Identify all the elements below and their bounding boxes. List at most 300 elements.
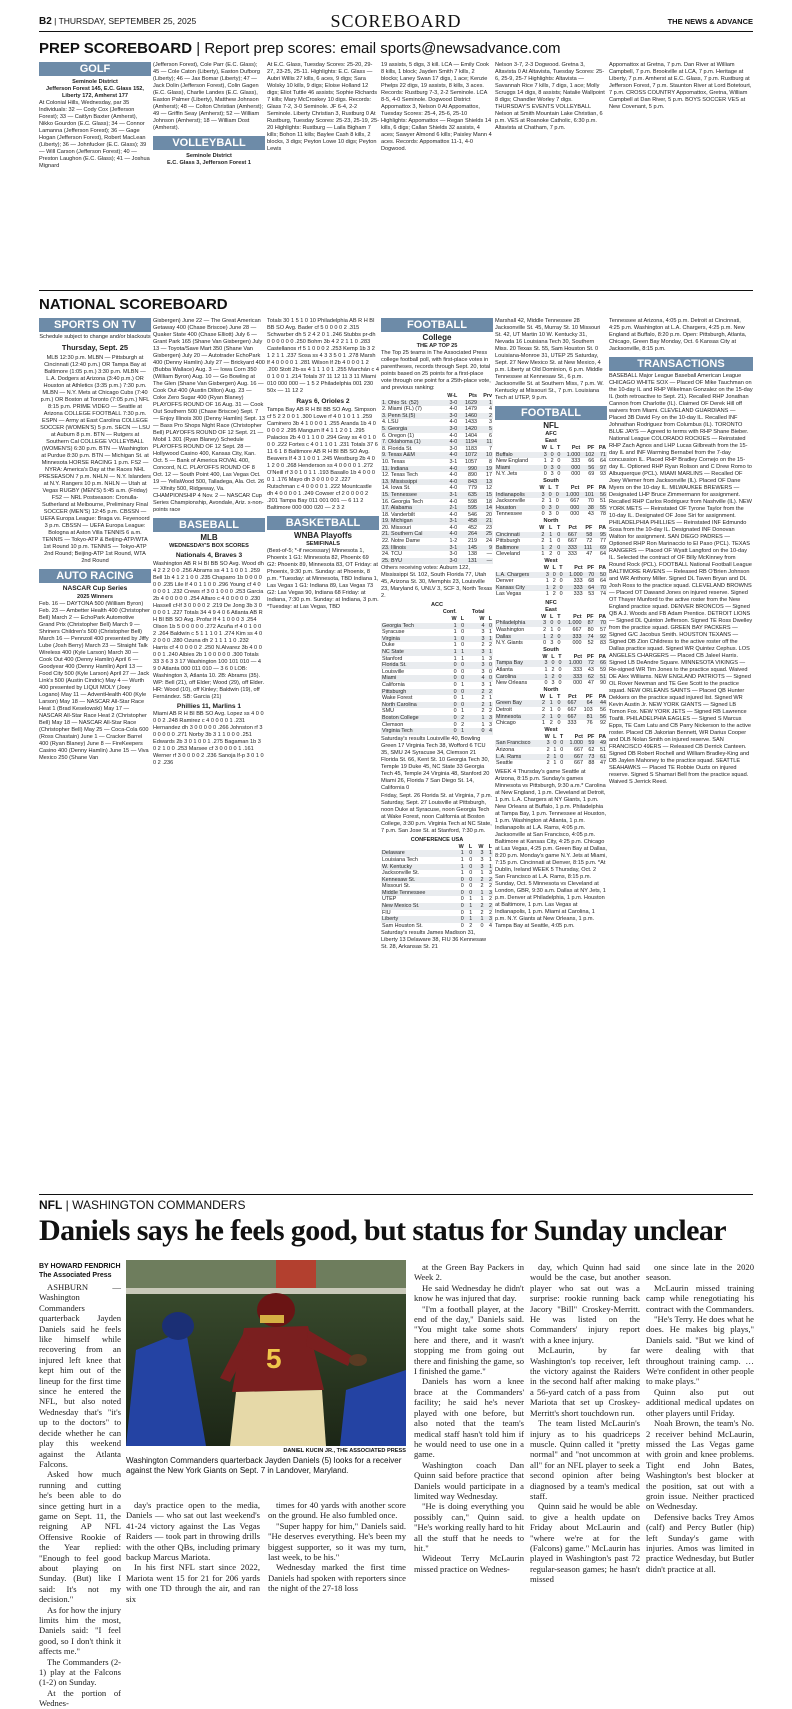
afc-standings (495, 438, 607, 598)
table-cell: 2 (542, 707, 545, 713)
table-row (495, 640, 607, 647)
cusa-results: Saturday's results James Madison 31, Liberty 13 Delaware 38, FIU 36 Kennesaw St. 28, Arkansas St. 21 (381, 930, 487, 951)
box3-title: Rays 6, Orioles 2 (296, 398, 350, 405)
table-cell: 0 (543, 640, 547, 647)
table-cell: 0 (550, 620, 554, 627)
table-cell: 3-0 (449, 412, 458, 419)
table-cell: 0 (453, 695, 457, 702)
table-cell: 0 (555, 504, 559, 511)
table-cell: New Orleans (496, 680, 528, 687)
table-cell: 3 (544, 660, 548, 667)
table-cell: 62 (588, 746, 595, 753)
table-cell: 1 (541, 544, 545, 551)
table-cell: 1 (460, 863, 464, 870)
table-cell: 0 (560, 740, 564, 747)
table-cell: 667 (573, 753, 583, 760)
table-cell: 10 (486, 452, 492, 459)
acc-title: ACC (430, 602, 444, 609)
table-row (381, 916, 493, 923)
story-paragraph: "He is doing everything you possibly can," Quinn said. "He's working really hard to hit all the stuff that he needs to hit." (414, 1501, 524, 1553)
table-cell: Jacksonville St. (382, 870, 420, 877)
table-row (381, 472, 493, 479)
story-paragraph: Defensive backs Trey Amos (calf) and Percy Butler (hip) left Sunday's game with injuries. Amos was limited in practice Wednesday, but Butler didn't practice at all. (646, 1511, 754, 1574)
table-cell: 3 (541, 491, 545, 498)
table-cell: 56 (600, 713, 606, 720)
table-row (381, 492, 493, 499)
table-cell: 1 (481, 721, 485, 728)
table-row (495, 707, 607, 714)
table-cell: Houston (496, 504, 517, 511)
table-cell: 595 (467, 505, 477, 512)
table-cell: 2 (481, 695, 485, 702)
division-title: South (543, 477, 559, 484)
table-cell: 87 (587, 620, 594, 627)
table-cell: 72 (587, 660, 594, 667)
table-cell: 57 (600, 627, 606, 634)
table-cell: 0 (461, 701, 465, 708)
nfl-column (495, 318, 607, 1188)
table-cell: 1 (548, 498, 552, 505)
table-cell: Indianapolis (496, 491, 525, 498)
table-cell: 000 (572, 640, 582, 647)
table-cell: 1 (545, 584, 549, 591)
table-cell: 2 (550, 633, 554, 640)
table-cell: 3-1 (449, 491, 458, 498)
table-cell: 0 (541, 504, 545, 511)
baseball-bar: BASEBALL (153, 518, 265, 532)
division-table (495, 525, 607, 558)
table-cell: 1.000 (565, 491, 580, 498)
table-cell: 2 (480, 883, 484, 890)
table-cell: 70 (600, 584, 606, 591)
table-row (381, 538, 493, 545)
table-header (495, 445, 539, 452)
table-header: PA (598, 484, 606, 491)
table-cell: 7 (489, 445, 492, 452)
table-cell: Middle Tennessee (382, 889, 426, 896)
table-row (495, 740, 607, 747)
story-column-1 (39, 1282, 121, 1709)
box1-text: Washington AB R H BI BB SO Avg. Wood dh 4 2 2 2 0 0 .256 Abrams ss 4 1 1 0 0 1 .259 Bell 1b 4 1 2 1 0 0 .235 Chaparro 1b 0 0 0 0 0 0 .235 Lile lf 4 0 1 1 0 0 .296 Young cf 4 0 0 0 0 1 .232 Crews rf 3 0 1 0 0 0 .253 Garcia 2b 4 0 0 0 0 0 .254 Alfaro c 4 0 0 0 0 0 .230 Hassell cf-lf 3 0 0 0 0 2 .219 De Jong 3b 3 0 0 0 0 1 .227 Totals 34 4 9 4 0 6 Atlanta AB R H BI BB SO Avg. Profar lf 4 1 0 0 0 3 .254 Olson 1b 5 0 0 0 0 0 .272 Acuña rf 4 0 1 0 0 2 .264 Baldwin c 5 1 1 1 0 1 .274 Kim ss 4 0 2 0 0 0 .280 Ozuna dh 2 1 1 1 1 0 .232 Harris cf 4 0 0 0 0 2 .250 N.Alvarez 3b 4 0 0 0 0 1 .240 Albies 2b 1 0 0 0 0 0 .300 Totals 33 3 6 3 3 17 Washington 100 101 010 — 4 9 0 Atlanta 000 011 010 — 3 6 0 LOB: Washington 3, Atlanta 10. 2B: Abrams (35). WP: Bell (21), off Elder; Wood (29), off Elder. HR: Wood (10), off Kinley; Baldwin (19), off Fernández. SB: Garcia (21) (153, 560, 264, 700)
table-cell: 2 (541, 538, 545, 545)
story-paragraph: at the Green Bay Packers in Week 2. (414, 1262, 524, 1283)
table-cell: 2 (480, 909, 484, 916)
national-title: NATIONAL SCOREBOARD (39, 296, 228, 313)
table-cell: 88 (588, 760, 595, 767)
table-cell: 7. Oklahoma (1) (382, 439, 421, 446)
table-cell: 0 (558, 667, 562, 674)
table-cell: 0 (481, 728, 485, 735)
table-cell: 2 (489, 642, 492, 649)
table-cell: 64 (588, 584, 595, 591)
table-cell: 1194 (465, 439, 477, 446)
table-cell: Boston College (382, 714, 419, 721)
table-cell: 0 (453, 714, 457, 721)
table-cell: 12 (486, 485, 492, 492)
table-header: W (542, 653, 548, 660)
table-cell: 2-1 (449, 505, 458, 512)
table-header: PF (586, 484, 594, 491)
story-paragraph: one since late in the 2020 season. (646, 1262, 754, 1283)
story-paragraph: Washington coach Dan Quinn said before practice that Daniels would participate in a limited way Wednesday. (414, 1459, 524, 1501)
table-row (495, 747, 607, 754)
table-cell: Liberty (382, 916, 399, 923)
table-cell: 1 (549, 700, 553, 707)
table-cell: 2 (546, 753, 550, 760)
table-row (495, 714, 607, 721)
table-row (381, 558, 493, 565)
ap-intro: The Top 25 teams in The Associated Press college football poll, with first-place votes in parentheses, records through Sept. 20, total points based on 25 points for a first-place vote through one point for a 25th-place vote, and previous ranking: (381, 350, 491, 391)
table-cell: 990 (467, 465, 477, 472)
table-cell: 1 (453, 649, 457, 655)
table-cell: 2 (551, 673, 555, 680)
table-cell: Chicago (496, 720, 516, 727)
table-cell: 47 (587, 680, 594, 687)
table-cell: Kansas City (496, 584, 525, 591)
table-cell: 1 (543, 633, 547, 640)
table-cell: 843 (467, 478, 477, 485)
table-cell: Stanford (382, 655, 403, 662)
table-cell: 1183 (465, 445, 477, 452)
table-row (381, 883, 493, 890)
table-cell: 2 (489, 909, 492, 916)
story-paragraph: Daniels has worn a knee brace at the Commanders' facility; he said he's never played with one before, but also noted that the team's medical staff hasn't told him if he would need to use one in a game. (414, 1376, 524, 1460)
table-cell: 667 (572, 627, 582, 634)
table-cell: 145 (467, 544, 477, 551)
table-cell: 3-1 (449, 518, 458, 525)
table-header: L (553, 733, 557, 740)
table-cell: 3-0 (449, 551, 458, 558)
table-cell: 81 (586, 713, 593, 720)
table-cell: 3 (550, 464, 554, 471)
table-cell: 333 (567, 720, 577, 727)
table-row (495, 700, 607, 707)
table-cell: 1 (550, 627, 554, 634)
table-cell: 0 (553, 740, 557, 747)
table-row (381, 642, 493, 649)
table-cell: 1 (545, 591, 549, 598)
table-row (381, 485, 493, 492)
table-cell: 3 (489, 714, 492, 721)
table-cell: Denver (496, 578, 514, 585)
division-title: East (545, 606, 557, 613)
table-cell: 1 (489, 681, 492, 688)
table-cell: 17 (486, 472, 492, 479)
table-header: W (541, 445, 547, 451)
auto-racing-bar: AUTO RACING (39, 569, 151, 583)
table-cell: 1479 (464, 406, 477, 413)
wnba-text: (Best-of-5; *-if necessary) Minnesota 1, Phoenix 1 G1: Minnesota 82, Phoenix 69 G2: Phoenix 89, Minnesota 83, OT Friday: at Phoenix, 9:30 p.m. Sunday: at Phoenix, 8 p.m. *Tuesday: at Minnesota, TBD Indiana 1, Las Vegas 1 G1: Indiana 89, Las Vegas 73 G2: Las Vegas 90, Indiana 68 Friday: at Indiana, 7:30 p.m. Sunday: at Indiana, 3 p.m. *Tuesday: at Las Vegas, TBD (267, 547, 379, 610)
table-cell: 0 (460, 922, 464, 929)
table-cell: 1.000 (566, 451, 581, 458)
prep-text-4: 19 assists, 5 digs, 3 kill. LCA — Emily Cook 8 kills, 1 block; Jayden Smith 7 kills, 2 blocks; Laney Swan 17 digs, 1 ace; Kenzie Phelps 22 digs, 19 assists, 8 kills, 3 aces. Records: Rustburg 7-3, 2-2 Seminole. LCA 8-5, 4-0 Seminole. Dogwood District Appomattox 3, Nelson 0 At Appomattox, Tuesday Scores: 25-4, 25-6, 25-10 Highlights: Appomattox — Regan Shields 14 kills, 6 digs; Callan Shields 32 assists, 4 aces; Sawyer Almond 6 kills; Paisley Mann 4 aces. Records: Appomattox 11-1, 4-0 Dogwood. (381, 62, 492, 152)
nfc-standings (495, 607, 607, 767)
table-cell: 56 (588, 464, 595, 471)
box2-text: Miami AB R H BI BB SO Avg. Lopez ss 4 0 0 0 0 2 .248 Ramirez c 4 0 0 0 0 1 .231 Hernandez dh 3 0 0 0 0 0 .266 Johnston rf 3 0 0 0 0 0 .271 Norby 3b 3 1 1 0 0 0 .251 Edwards 2b 3 0 1 0 0 1 .275 Bagaman 1b 3 0 2 1 0 0 .253 Marsee cf 3 0 0 0 0 1 .161 Werner rf 3 0 0 0 0 2 .236 Sanoja lf-p 3 0 1 0 0 2 .236 (153, 711, 264, 766)
table-cell: 1 (461, 655, 465, 662)
table-header: L (549, 524, 553, 531)
table-cell: 4 (489, 406, 492, 413)
table-cell: 80 (587, 627, 594, 634)
table-cell: 21. Southern Cal (382, 531, 423, 538)
table-cell: 103 (583, 707, 593, 713)
table-cell: 17. Alabama (382, 505, 412, 512)
prep-subtitle: | Report prep scores: email sports@newsadvance.com (196, 40, 561, 57)
table-cell: 3 (481, 635, 485, 642)
story-paragraph: At the portion of Wednes- (39, 1687, 121, 1709)
auto-sub: 2025 Winners (76, 593, 113, 600)
table-row (381, 479, 493, 486)
table-cell: Minnesota (496, 713, 521, 720)
table-cell: Duke (382, 642, 395, 649)
table-header: T (557, 693, 561, 700)
box2-text-cont: Totals 30 1 5 1 0 10 Philadelphia AB R H BI BB SO Avg. Bader cf 5 0 0 0 0 2 .315 Schwarber dh 5 2 4 2 0 1 .246 Stubbs pr-dh 0 0 0 0 0 0 .250 Bohm 3b 4 2 2 1 1 0 .283 Castellanos rf 5 1 0 0 0 2 .253 Kemp 1b 3 2 1 2 1 1 .237 Sosa ss 4 3 3 5 0 1 .278 Marsh lf 4 0 0 0 0 1 .281 Wilson lf 2b 4 0 0 0 1 2 .200 Stott 2b-ss 4 1 1 1 0 1 .255 Marchán c 4 0 1 0 0 1 .214 Totals 37 11 12 11 3 11 Miami 010 000 000 — 1 5 2 Philadelphia 001 230 50x — 11 12 2 (267, 318, 379, 394)
table-cell: 0 (557, 707, 561, 713)
table-cell: 3 (481, 662, 485, 669)
table-row (381, 702, 493, 709)
table-cell: 2 (489, 688, 492, 695)
photo-credit: DANIEL KUCIN JR., THE ASSOCIATED PRESS (283, 1448, 406, 1454)
table-cell: Seattle (496, 760, 513, 767)
table-cell: Wake Forest (382, 695, 413, 702)
table-cell: 58 (586, 531, 593, 538)
table-header (495, 485, 536, 492)
table-cell: New Mexico St. (382, 903, 420, 910)
table-header: PA (598, 733, 606, 740)
table-header: PA (598, 653, 606, 660)
table-cell: 333 (567, 551, 577, 558)
table-cell: 0 (548, 491, 552, 498)
table-cell: 1 (489, 863, 492, 870)
table-cell: 0 (460, 909, 464, 916)
mlb-sub: WEDNESDAY'S BOX SCORES (169, 543, 249, 549)
division-table (495, 614, 607, 647)
division-title: West (544, 726, 558, 733)
table-cell: 667 (567, 707, 577, 713)
table-cell: 52 (587, 640, 594, 647)
table-cell: 64 (600, 458, 606, 465)
table-header: Pct (573, 653, 583, 660)
table-cell: Jacksonville (496, 498, 526, 505)
table-cell: 6. Oregon (1) (382, 432, 415, 439)
table-cell: 1 (489, 649, 492, 655)
table-header: PA (598, 693, 606, 700)
acc-table: Conf. Total W L W L Georgia Tech 1 0 4 0 Syracuse 1 0 3 1 Virginia 1 0 3 1 Duke 1 0 2 2 NC State 1 1 3 1 Stanford 1 1 1 3 Florida St. 0 0 3 0 Louisville 0 0 3 0 Miami 0 0 4 0 California 0 1 3 1 Pittsburgh 0 0 2 2 Wake Forest 0 1 2 1 North Carolina 0 0 2 1 SMU 0 1 2 2 Boston College 0 2 1 3 Clemson 0 2 1 3 Virginia Tech 0 1 0 4 (382, 609, 492, 735)
table-row (381, 466, 493, 473)
wnba-sub: SEMIFINALS (306, 540, 340, 547)
table-cell: 2 (542, 713, 545, 720)
table-cell: 24. TCU (382, 551, 402, 558)
basketball-bar: BASKETBALL (267, 516, 379, 530)
tv-date: Thursday, Sept. 25 (61, 343, 129, 352)
table-cell: FIU (382, 909, 391, 916)
table-cell: 83 (600, 640, 606, 647)
table-cell: 43 (587, 667, 594, 674)
table-cell: 3 (548, 511, 552, 518)
table-cell: California (382, 681, 405, 688)
table-cell: 1 (549, 531, 553, 538)
table-cell: 1 (480, 916, 484, 923)
table-cell: 131 (467, 557, 477, 564)
tv-listings: MLB 12:30 p.m. MLBN — Pittsburgh at Cincinnati (12:40 p.m.) OR Tampa Bay at Baltimore (1:05 p.m.) 3:30 p.m. MLBN — L.A. Dodgers at Arizona (3:40 p.m.) OR Houston at Athletics (3:35 p.m.) 7:30 p.m. MLBN — N.Y. Mets at Chicago Cubs (7:40 p.m.) OR Boston at Toronto (7:05 p.m.) NFL 8:15 p.m. PRIME VIDEO — Seattle at Arizona COLLEGE FOOTBALL 7:30 p.m. ESPN — Army at East Carolina COLLEGE SOCCER (WOMEN'S) 5 p.m. SECN — LSU at Auburn 8 p.m. BTN — Rutgers at Southern Cal COLLEGE VOLLEYBALL (WOMEN'S) 6:30 p.m. BTN — Washington at Purdue 8:30 p.m. BTN — Michigan St. at Minnesota HORSE RACING 1 p.m. FS2 — NYRA: America's Day at the Races NHL PRESEASON 7 p.m. NHLN — N.Y. Islanders at N.Y. Rangers 10 p.m. NHLN — Utah at Vegas RUGBY (MEN'S) 5:45 a.m. (Friday) FS2 — NRL Postseason: Cronulla-Sutherland at Melbourne, Preliminary Final SOCCER (MEN'S) 12:45 p.m. CBSSN — UEFA Europa League: Braga vs. Feyenoord 3 p.m. CBSSN — UEFA Europa League: Bologna at Aston Villa TENNIS 6 a.m. TENNIS — Tokyo-ATP & Beijing-ATP/WTA 1st Round 10 p.m. TENNIS — Tokyo-ATP 2nd Round; Beijing-ATP 1st Round, WTA 2nd Round (39, 355, 151, 564)
table-cell: 667 (567, 700, 577, 707)
table-row (381, 551, 493, 558)
table-cell: 69 (588, 471, 595, 478)
table-cell: 66 (588, 458, 595, 465)
table-row (495, 538, 607, 545)
table-cell: 1 (549, 538, 553, 545)
table-cell: 0 (453, 728, 457, 735)
table-row (495, 754, 607, 761)
table-cell: 1 (481, 714, 485, 721)
table-cell: 8. Florida St. (382, 445, 413, 452)
story-paragraph: McLaurin missed training camp while renegotiating his contract with the Commanders. (646, 1282, 754, 1314)
table-cell: 0 (557, 620, 561, 627)
table-header: PF (587, 445, 595, 451)
table-cell: 59 (600, 667, 606, 674)
table-row (495, 471, 607, 478)
table-cell: 0 (544, 680, 548, 687)
table-cell: 19 (486, 465, 492, 472)
prep-column-5 (495, 62, 607, 284)
table-cell: 1 (461, 708, 465, 715)
table-row (495, 505, 607, 512)
table-cell: 0 (469, 883, 473, 890)
table-cell: 1 (549, 707, 553, 713)
box2-title: Phillies 11, Marlins 1 (176, 702, 242, 710)
ap-poll-table: W-L Pts Prv 1. Ohio St. (52) 3-0 1629 1 2. Miami (FL) (7) 4-0 1479 4 3. Penn St.(5) 3-0 1460 2 4. LSU 4-0 1433 3 5. Georgia 3-0 1420 5 6. Oregon (1) 4-0 1404 6 7. Oklahoma (1) 4-0 1194 11 8. Florida St. 3-0 1183 7 9. Texas A&M 4-0 1072 10 10. Texas 3-1 1057 8 11. Indiana 4-0 990 19 12. Texas Tech 4-0 890 17 13. Mississippi 4-0 843 13 14. Iowa St. 4-0 779 12 15. Tennessee 3-1 635 15 16. Georgia Tech 4-0 598 18 17. Alabama 2-1 595 14 18. Vanderbilt 4-0 546 20 19. Michigan 3-1 458 21 20. Missouri 4-0 452 23 21. Southern Cal 4-0 264 25 22. Notre Dame 1-2 219 24 23. Illinois 3-1 145 9 24. TCU 3-0 138 — 25. BYU 3-0 131 — (382, 393, 492, 564)
table-cell: 0 (543, 464, 547, 471)
table-row (381, 675, 493, 682)
table-row (381, 413, 493, 420)
table-cell: 19. Michigan (382, 518, 413, 525)
cusa-table: W L W L Delaware 1 0 3 1 Louisiana Tech 1 0 3 1 W. Kentucky 1 0 3 1 Jacksonville St. 1 0 1 3 Kennesaw St. 0 0 2 2 Missouri St. 0 0 2 2 Middle Tennessee 0 0 1 3 UTEP 0 1 1 2 New Mexico St. 0 1 2 2 FIU 0 1 2 2 Liberty 0 1 1 3 Sam Houston St. 0 2 0 4 (382, 843, 492, 929)
table-cell: 333 (573, 578, 583, 585)
table-cell: 1 (461, 681, 465, 688)
table-cell: Louisville (382, 668, 405, 675)
table-cell: 62 (587, 673, 594, 680)
table-row (381, 695, 493, 702)
table-cell: 6 (489, 432, 492, 439)
table-row (495, 591, 607, 598)
table-cell: 1 (553, 746, 557, 753)
table-cell: Philadelphia (496, 620, 526, 627)
table-cell: 3 (551, 680, 555, 687)
table-cell: Georgia Tech (382, 622, 414, 629)
table-header: PF (585, 524, 593, 531)
table-row (381, 518, 493, 525)
college-football-column (381, 318, 493, 1188)
table-cell: 0 (557, 464, 561, 471)
division-title: South (543, 646, 559, 653)
table-row (381, 890, 493, 897)
sports-on-tv-bar: SPORTS ON TV (39, 318, 151, 332)
division-table (495, 694, 607, 727)
nfl-football-bar: FOOTBALL (495, 406, 607, 420)
table-cell: 3 (489, 419, 492, 426)
ap-others: Others receiving votes: Auburn 122, Mississippi St. 102, South Florida 77, Utah 45, Arizona St. 30, Memphis 23, Louisville 23, Maryland 6, UNLV 3, SCF 3, North Texas 2. (381, 565, 493, 600)
story-paragraph: "He's Terry. He does what he does. He makes big plays," Daniels said. "But we kind of were dealing with that throughout training camp. … We're confident in other people to make plays." (646, 1314, 754, 1387)
table-cell: 2 (542, 700, 545, 707)
page-date: THURSDAY, SEPTEMBER 25, 2025 (58, 16, 197, 26)
table-cell: 1057 (464, 458, 477, 465)
table-row (381, 669, 493, 676)
table-cell: 0 (453, 668, 457, 675)
table-cell: 2 (546, 746, 550, 753)
table-cell: 15 (486, 491, 492, 498)
division-title: East (545, 438, 557, 444)
table-header: PF (586, 613, 594, 620)
table-cell: 4-0 (449, 432, 458, 439)
auto-heading: NASCAR Cup Series (62, 585, 128, 592)
table-cell: 779 (467, 485, 477, 492)
table-cell: 74 (600, 591, 606, 598)
table-row (381, 452, 493, 459)
table-cell: 4-0 (449, 485, 458, 492)
table-cell: 4-0 (449, 452, 458, 459)
table-cell: 2. Miami (FL) (7) (382, 406, 422, 413)
table-cell: 667 (573, 746, 583, 753)
table-cell: 1-2 (449, 538, 458, 545)
table-header: Pct (571, 445, 581, 451)
table-cell: 1 (460, 870, 464, 877)
table-cell: 2 (551, 667, 555, 674)
table-cell: 2 (552, 591, 556, 598)
table-cell: 0 (559, 591, 563, 598)
table-cell: 0 (461, 642, 465, 649)
nfl-title: NFL (543, 421, 559, 430)
table-cell: 25. BYU (382, 557, 403, 564)
table-cell: 1 (480, 870, 484, 877)
nfc-title: NFC (545, 599, 557, 606)
table-row (381, 870, 493, 877)
table-cell: Carolina (496, 673, 517, 680)
table-header: L (550, 613, 554, 620)
division-table (495, 565, 607, 598)
table-header: Pct (573, 613, 582, 620)
table-cell: 0 (453, 681, 457, 688)
table-cell: 1629 (464, 399, 477, 406)
box3-text: Tampa Bay AB R H BI BB SO Avg. Simpson cf 5 2 2 0 0 1 .300 Lowe rf 4 0 1 0 1 1 .259 Caminero 3b 4 1 0 0 0 1 .255 Aranda 1b 4 0 0 0 0 2 .295 Mangum lf 4 1 1 2 0 1 .295 Palacios 2b 4 0 1 1 0 0 .294 Gray ss 4 0 1 0 0 0 .222 Fortes c 4 0 1 1 0 1 .231 Totals 37 6 11 6 1 8 Baltimore AB R H BI BB SO Avg. Beavers lf 4 3 1 0 0 1 .245 Westburg 2b 4 0 1 2 0 0 .268 Henderson ss 4 0 0 0 0 1 .272 O'Neill rf 3 0 1 0 1 1 .193 Basallo 1b 4 0 0 0 0 1 .176 Mayo dh 3 0 0 0 0 2 .227 Rutschman c 4 0 0 0 0 1 .222 Mountcastle dh 4 0 0 0 0 1 .249 Cowser cf 2 0 0 0 0 2 .201 Tampa Bay 011 001 001 — 6 11 2 Baltimore 000 000 020 — 2 3 2 (267, 406, 378, 511)
afc-title: AFC (545, 431, 557, 437)
table-row (381, 400, 493, 407)
story-byline (39, 1262, 121, 1280)
table-cell: 0 (557, 627, 561, 634)
table-cell: 2 (549, 544, 553, 551)
table-cell: 0 (461, 675, 465, 682)
table-cell: 000 (570, 504, 580, 511)
table-cell: 2 (481, 688, 485, 695)
prep-column-3 (267, 62, 379, 284)
table-row (381, 728, 493, 735)
story-paragraph: Asked how much running and cutting he's been able to do since getting hurt in a game on Sept. 11, the reigning AP NFL Offensive Rookie of the Year replied: "Enough to feel good about playing on Sunday. (But) like I said: It's not my decision." (39, 1469, 121, 1605)
table-cell: 4-0 (449, 419, 458, 426)
table-cell: 458 (467, 518, 477, 525)
table-row (381, 636, 493, 643)
table-cell: 0 (559, 571, 563, 578)
table-cell: 3 (480, 856, 484, 863)
table-cell: Green Bay (496, 700, 522, 707)
table-cell: 15. Tennessee (382, 491, 417, 498)
table-cell: 546 (467, 511, 477, 518)
table-cell: 0 (489, 662, 492, 669)
table-cell: 23. Illinois (382, 544, 406, 551)
table-cell: L.A. Chargers (496, 571, 530, 578)
table-cell: 51 (600, 746, 606, 753)
section-title: SCOREBOARD (330, 11, 462, 31)
table-cell: 22. Notre Dame (382, 538, 421, 545)
table-cell: 1 (553, 753, 557, 760)
